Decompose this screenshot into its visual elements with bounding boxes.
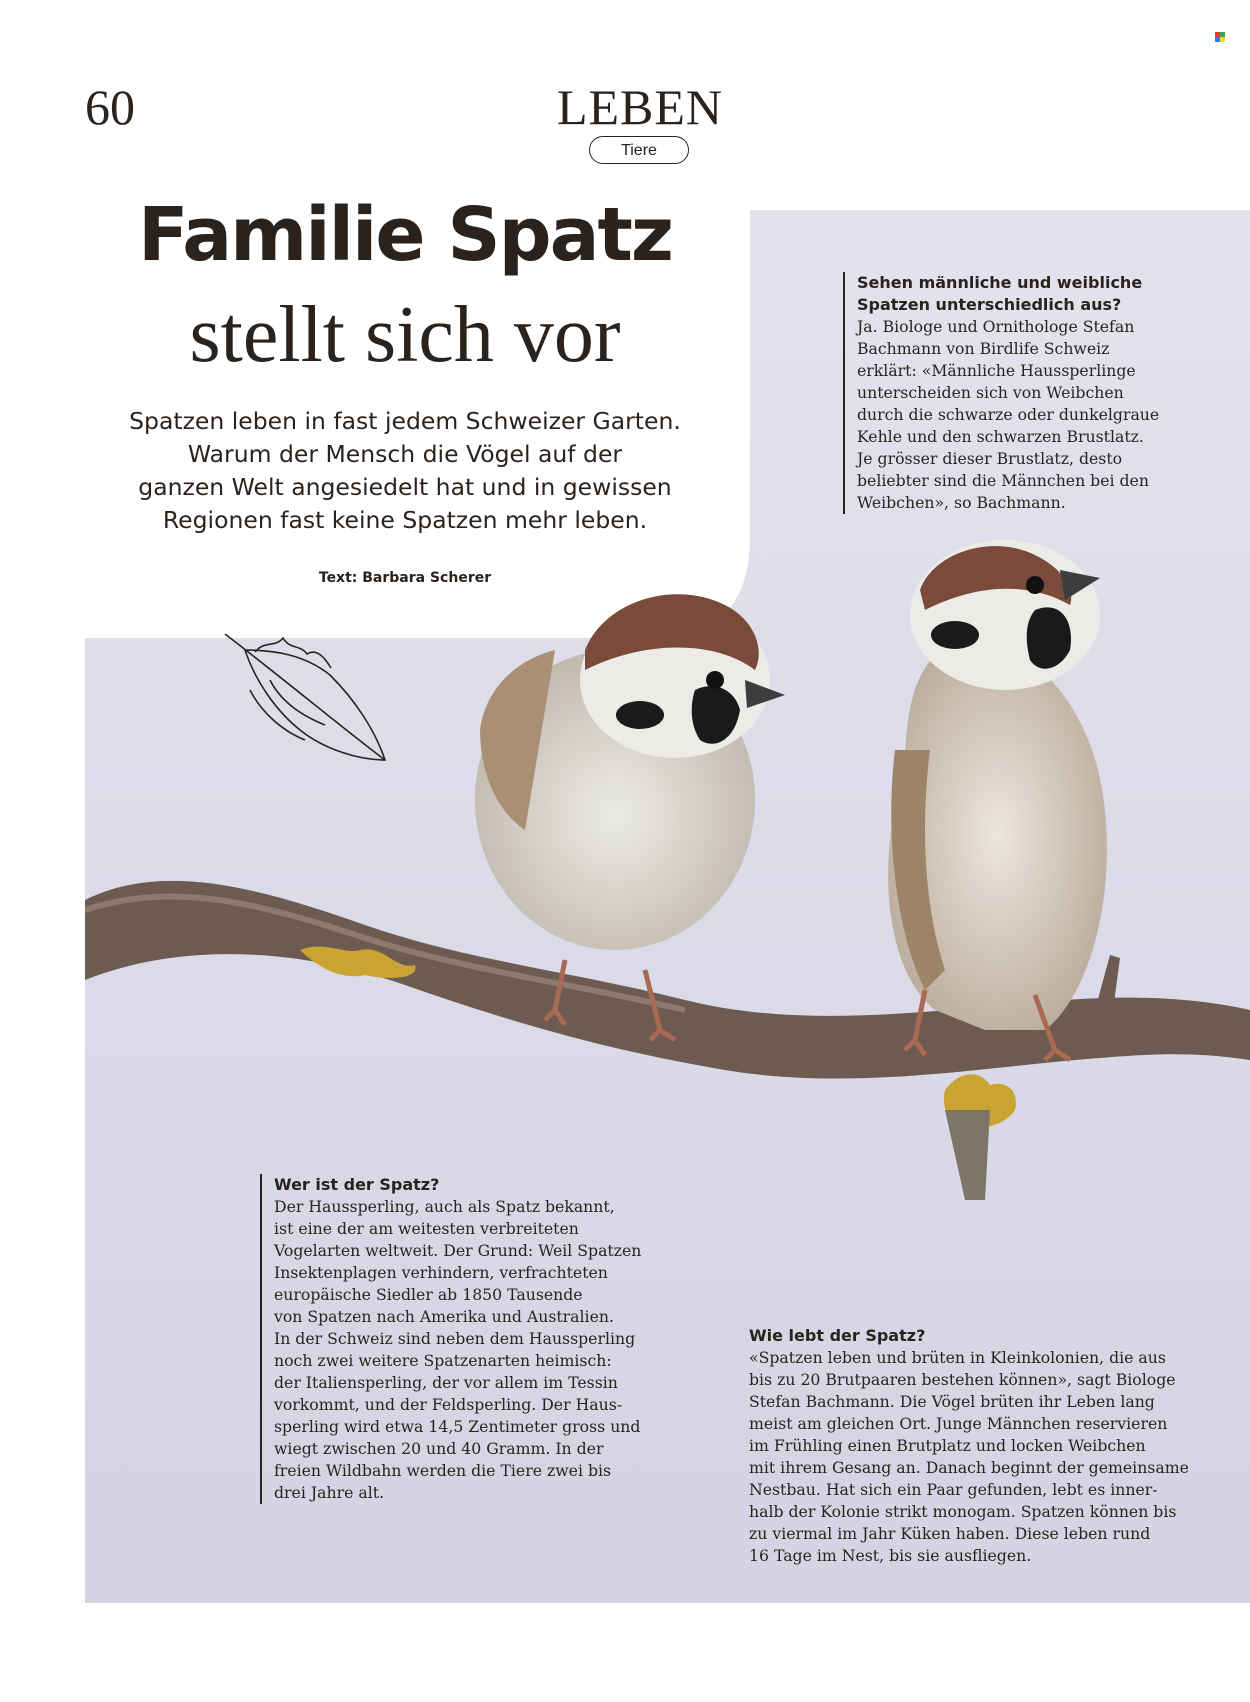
info-box-line: Der Haussperling, auch als Spatz bekannt, [274, 1197, 615, 1216]
info-box-line: Je grösser dieser Brustlatz, desto [857, 449, 1123, 468]
section-title: LEBEN [556, 79, 724, 135]
info-box-line: Nestbau. Hat sich ein Paar gefunden, lebt es inner- [749, 1480, 1158, 1499]
lead-line: ganzen Welt angesiedelt hat und in gewissen [138, 473, 672, 501]
subhead: stellt sich vor [189, 291, 621, 379]
info-box-line: In der Schweiz sind neben dem Haussperling [274, 1329, 636, 1348]
byline: Text: Barbara Scherer [318, 570, 492, 586]
info-box-line: mit ihrem Gesang an. Danach beginnt der gemeinsame [749, 1458, 1189, 1477]
info-box-line: Stefan Bachmann. Die Vögel brüten ihr Leben lang [749, 1392, 1155, 1411]
info-box-line: erklärt: «Männliche Haussperlinge [857, 361, 1136, 380]
info-box-line: unterscheiden sich von Weibchen [857, 383, 1124, 402]
lead-text [105, 405, 705, 537]
info-box-line: 16 Tage im Nest, bis sie ausfliegen. [749, 1546, 1032, 1565]
lead-line: Regionen fast keine Spatzen mehr leben. [162, 506, 648, 534]
info-box-line: meist am gleichen Ort. Junge Männchen reservieren [749, 1414, 1168, 1433]
info-box-line: von Spatzen nach Amerika und Australien. [274, 1307, 614, 1326]
info-box-line: halb der Kolonie strikt monogam. Spatzen können bis [749, 1502, 1177, 1521]
info-box-line: europäische Siedler ab 1850 Tausende [274, 1285, 583, 1304]
info-box-line: Kehle und den schwarzen Brustlatz. [857, 427, 1144, 446]
page-number: 60 [85, 79, 135, 135]
info-box-how [749, 1325, 1189, 1567]
info-box-differences [843, 272, 1187, 514]
logo-mark-icon [1215, 32, 1225, 42]
info-box-line: Weibchen», so Bachmann. [857, 493, 1066, 512]
section-tag: Tiere [589, 136, 689, 164]
info-box-line: «Spatzen leben und brüten in Kleinkolonien, die aus [749, 1348, 1166, 1367]
info-box-line: wiegt zwischen 20 und 40 Gramm. In der [274, 1439, 604, 1458]
info-box-line: sperling wird etwa 14,5 Zentimeter gross und [274, 1417, 641, 1436]
info-box-line: im Frühling einen Brutplatz und locken Weibchen [749, 1436, 1146, 1455]
info-box-line: Bachmann von Birdlife Schweiz [857, 339, 1110, 358]
info-box-line: zu viermal im Jahr Küken haben. Diese leben rund [749, 1524, 1151, 1543]
info-box-title: Wer ist der Spatz? [274, 1175, 440, 1194]
info-box-title: Wie lebt der Spatz? [749, 1326, 926, 1345]
headline: Familie Spatz [138, 192, 672, 278]
info-box-who [260, 1174, 654, 1504]
info-box-line: ist eine der am weitesten verbreiteten [274, 1219, 579, 1238]
info-box-line: beliebter sind die Männchen bei den [857, 471, 1149, 490]
info-box-line: freien Wildbahn werden die Tiere zwei bis [274, 1461, 612, 1480]
info-box-line: vorkommt, und der Feldsperling. Der Haus- [274, 1395, 623, 1414]
lead-line: Warum der Mensch die Vögel auf der [187, 440, 623, 468]
info-box-title: Spatzen unterschiedlich aus? [857, 295, 1122, 314]
info-box-line: durch die schwarze oder dunkelgraue [857, 405, 1160, 424]
info-box-line: drei Jahre alt. [274, 1483, 385, 1502]
info-box-title: Sehen männliche und weibliche [857, 273, 1143, 292]
info-box-line: Ja. Biologe und Ornithologe Stefan [857, 317, 1135, 336]
info-box-line: der Italiensperling, der vor allem im Tessin [274, 1373, 618, 1392]
info-box-line: Insektenplagen verhindern, verfrachteten [274, 1263, 608, 1282]
info-box-line: noch zwei weitere Spatzenarten heimisch: [274, 1351, 612, 1370]
info-box-line: Vogelarten weltweit. Der Grund: Weil Spatzen [274, 1241, 642, 1260]
lead-line: Spatzen leben in fast jedem Schweizer Garten. [129, 407, 681, 435]
info-box-line: bis zu 20 Brutpaaren bestehen können», sagt Biologe [749, 1370, 1176, 1389]
